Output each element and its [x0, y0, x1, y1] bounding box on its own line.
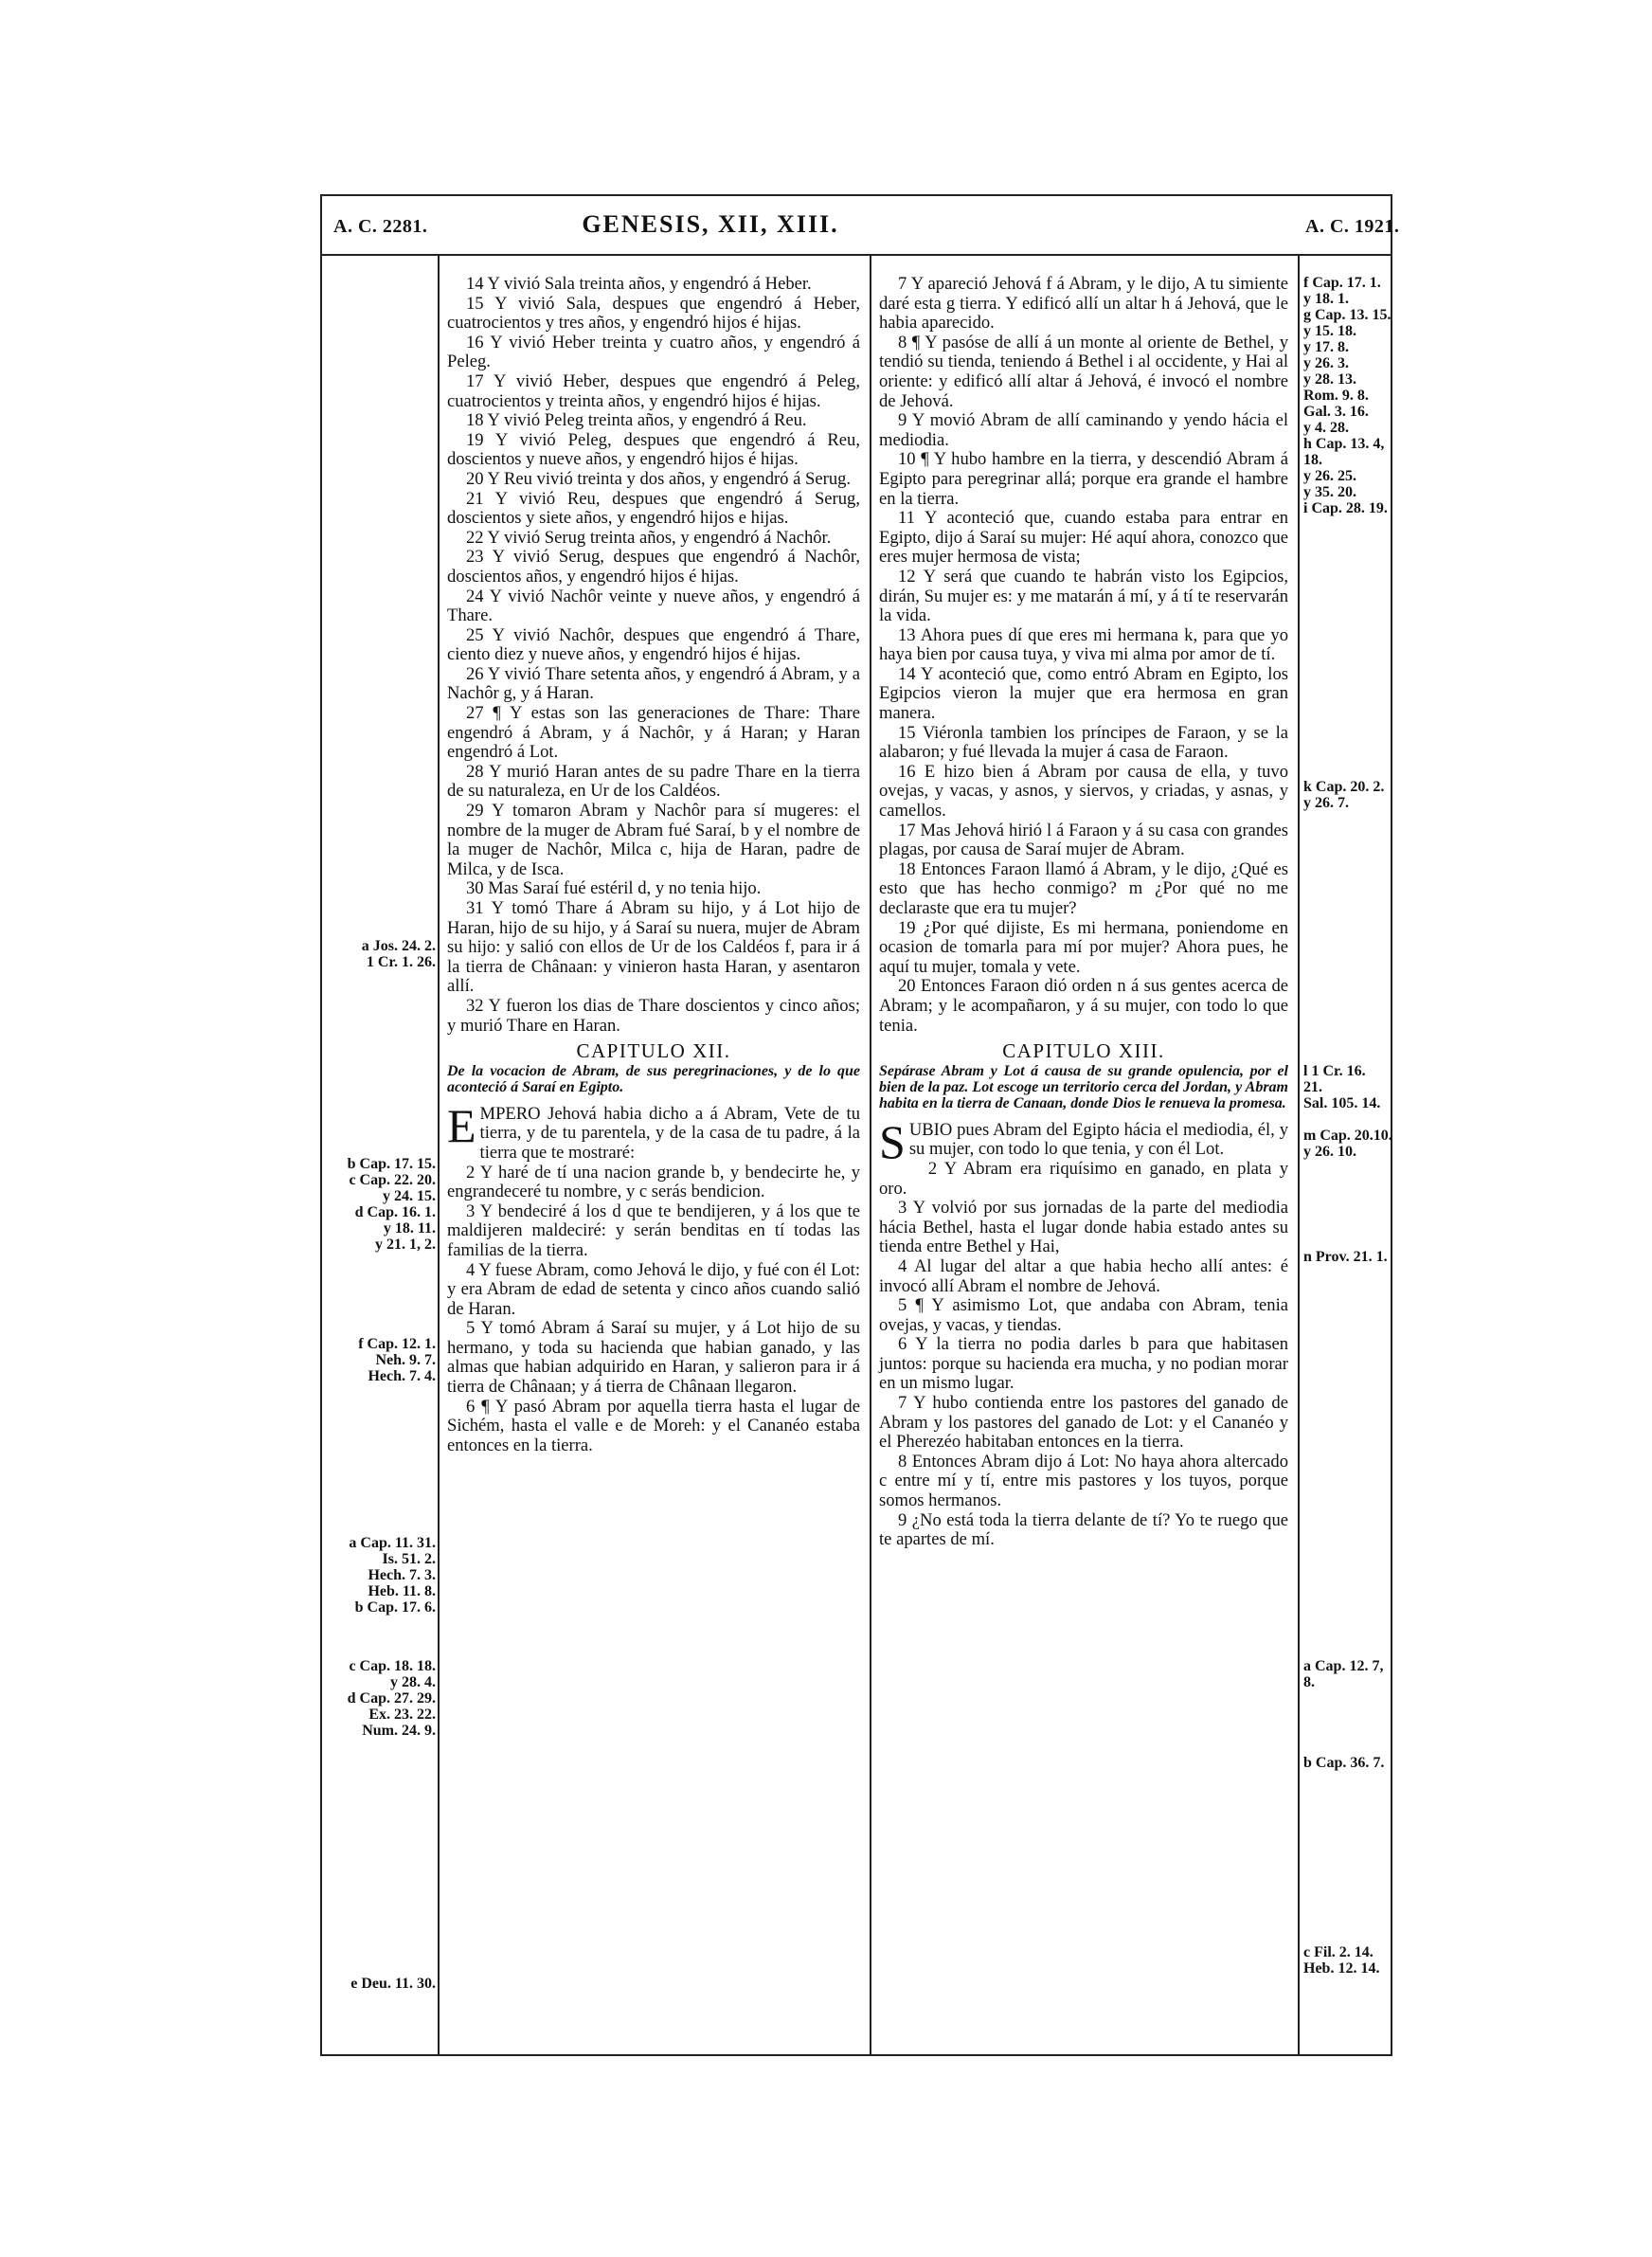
- verse: 8 Entonces Abram dijo á Lot: No haya ahora altercado c entre mí y tí, entre mis pastores y los tuyos, porque somos hermanos.: [879, 1451, 1288, 1511]
- verse-text: UBIO pues Abram del Egipto hácia el mediodia, él, y su mujer, con todo lo que tenia, y con él Lot.: [908, 1119, 1288, 1160]
- verse: 30 Mas Saraí fué estéril d, y no tenia hijo.: [466, 878, 762, 899]
- verse: 25 Y vivió Nachôr, despues que engendró á Thare, ciento diez y nueve años, y engendró hijos é hijas.: [447, 624, 860, 665]
- verse: 7 Y hubo contienda entre los pastores del ganado de Abram y los pastores del ganado de Lot: y el Cananéo y el Pherezéo habitaban entonces en la tierra.: [879, 1393, 1288, 1453]
- margin-ref: c Cap. 18. 18. y 28. 4. d Cap. 27. 29. Ex. 23. 22. Num. 24. 9.: [347, 1658, 436, 1739]
- verse: 5 ¶ Y asimismo Lot, que andaba con Abram, tenia ovejas, y vacas, y tiendas.: [879, 1295, 1288, 1335]
- verse: 14 Y aconteció que, como entró Abram en Egipto, los Egipcios vieron la mujer que era hermosa en gran manera.: [879, 663, 1288, 724]
- verse: 21 Y vivió Reu, despues que engendró á Serug, doscientos y siete años, y engendró hijos e hijas.: [447, 488, 860, 529]
- verse: 2 Y haré de tí una nacion grande b, y bendecirte he, y engrandeceré tu nombre, y c serás bendicion.: [447, 1162, 860, 1202]
- margin-ref: a Jos. 24. 2. 1 Cr. 1. 26.: [361, 938, 436, 970]
- verse: 17 Y vivió Heber, despues que engendró á Peleg, cuatrocientos y treinta años, y engendró hijos é hijas.: [447, 370, 860, 411]
- page-title: GENESIS, XII, XIII.: [582, 210, 839, 238]
- verse: 31 Y tomó Thare á Abram su hijo, y á Lot hijo de Haran, hijo de su hijo, y á Saraí su nuera, mujer de Abram su hijo: y salió con ellos de Ur de los Caldéos f, para ir á la tierra de Chânaan: y vinieron hasta Haran, y asentaron allí.: [447, 898, 860, 997]
- chapter-summary: De la vocacion de Abram, de sus peregrinaciones, y de lo que aconteció á Saraí en Egipto.: [447, 1062, 860, 1095]
- center-rule: [870, 254, 871, 2056]
- bottom-rule: [320, 2054, 1392, 2056]
- margin-ref: f Cap. 12. 1. Neh. 9. 7. Hech. 7. 4.: [358, 1336, 436, 1384]
- drop-cap: S: [879, 1114, 906, 1168]
- chapter-heading: CAPITULO XIII.: [1002, 1039, 1165, 1063]
- verse: 20 Y Reu vivió treinta y dos años, y engendró á Serug.: [466, 468, 852, 489]
- margin-ref: m Cap. 20.10. y 26. 10.: [1303, 1128, 1392, 1160]
- verse: 28 Y murió Haran antes de su padre Thare en la tierra de su naturaleza, en Ur de los Caldéos.: [447, 761, 860, 802]
- verse: 19 ¿Por qué dijiste, Es mi hermana, poniendome en ocasion de tomarla para mí por mujer? Ahora pues, he aquí tu mujer, tomala y vete.: [879, 917, 1288, 977]
- verse: 17 Mas Jehová hirió l á Faraon y á su casa con grandes plagas, por causa de Saraí mujer de Abram.: [879, 820, 1288, 860]
- verse: 18 Y vivió Peleg treinta años, y engendró á Reu.: [466, 410, 807, 431]
- verse: 6 ¶ Y pasó Abram por aquella tierra hasta el lugar de Sichém, hasta el valle e de Moreh: y el Cananéo estaba entonces en la tierra.: [447, 1396, 860, 1455]
- chapter-summary: Sepárase Abram y Lot á causa de su grande opulencia, por el bien de la paz. Lot escoge un territorio cerca del Jordan, y Abram habita en la tierra de Canaan, donde Dios le renueva la promesa.: [879, 1062, 1288, 1111]
- verse: 19 Y vivió Peleg, despues que engendró á Reu, doscientos y nueve años, y engendró hijos é hijas.: [447, 429, 860, 470]
- margin-ref: b Cap. 36. 7.: [1303, 1755, 1385, 1771]
- header-left-date: A. C. 2281.: [333, 216, 428, 237]
- top-rule: [320, 194, 1392, 196]
- verse: 15 Y vivió Sala, despues que engendró á Heber, cuatrocientos y tres años, y engendró hijos é hijas.: [447, 293, 860, 334]
- verse: [447, 1098, 860, 1164]
- header-right-date: A. C. 1921.: [1305, 216, 1400, 237]
- verse: 24 Y vivió Nachôr veinte y nueve años, y engendró á Thare.: [447, 586, 860, 626]
- verse: 3 Y volvió por sus jornadas de la parte del mediodia hácia Bethel, hasta el lugar donde habia estado antes su tienda entre Bethel y Hai,: [879, 1198, 1288, 1257]
- text-column-right: [879, 275, 1288, 1550]
- verse: 18 Entonces Faraon llamó á Abram, y le dijo, ¿Qué es esto que has hecho conmigo? m ¿Por qué no me declaraste que era tu mujer?: [879, 858, 1288, 918]
- verse: 5 Y tomó Abram á Saraí su mujer, y á Lot hijo de su hermano, y toda su hacienda que habian ganado, y las almas que habian adquirido en Haran, y salieron para ir á tierra de Chânaan; y á tierra de Chânaan llegaron.: [447, 1318, 860, 1398]
- margin-ref: f Cap. 17. 1. y 18. 1. g Cap. 13. 15. y 15. 18. y 17. 8. y 26. 3. y 28. 13. Rom. 9. 8. Gal. 3. 16. y 4. 28. h Cap. 13. 4, 18. y 26. 25. y 35. 20. i Cap. 28. 19.: [1303, 275, 1392, 516]
- margin-ref: a Cap. 12. 7, 8.: [1303, 1658, 1384, 1690]
- verse: 6 Y la tierra no podia darles b para que habitasen juntos: porque su hacienda era mucha, y no podian morar en un mismo lugar.: [879, 1334, 1288, 1394]
- verse: 27 ¶ Y estas son las generaciones de Thare: Thare engendró á Abram, y á Nachôr, y á Haran; y Haran engendró á Lot.: [447, 703, 860, 763]
- verse: 16 Y vivió Heber treinta y cuatro años, y engendró á Peleg.: [447, 332, 860, 372]
- verse: 12 Y será que cuando te habrán visto los Egipcios, dirán, Su mujer es: y me matarán á mí, y á tí te reservarán la vida.: [879, 566, 1288, 626]
- verse: 11 Y aconteció que, cuando estaba para entrar en Egipto, dijo á Saraí su mujer: Hé aquí ahora, conozco que eres mujer hermosa de vista;: [879, 508, 1288, 568]
- margin-ref: a Cap. 11. 31. Is. 51. 2. Hech. 7. 3. Heb. 11. 8. b Cap. 17. 6.: [349, 1535, 436, 1616]
- text-column-left: [447, 275, 860, 1455]
- header-bottom-rule: [320, 254, 1392, 256]
- margin-ref: k Cap. 20. 2. y 26. 7.: [1303, 779, 1385, 811]
- verse: 8 ¶ Y pasóse de allí á un monte al oriente de Bethel, y tendió su tienda, teniendo á Bethel i al occidente, y Hai al oriente: y edificó allí altar á Jehová, é invocó el nombre de Jehová.: [879, 332, 1288, 411]
- verse: 2 Y Abram era riquísimo en ganado, en plata y oro.: [879, 1158, 1288, 1199]
- verse: 13 Ahora pues dí que eres mi hermana k, para que yo haya bien por causa tuya, y viva mi alma por amor de tí.: [879, 624, 1288, 665]
- margin-ref: b Cap. 17. 15. c Cap. 22. 20. y 24. 15. d Cap. 16. 1. y 18. 11. y 21. 1, 2.: [347, 1156, 436, 1253]
- verse: 16 E hizo bien á Abram por causa de ella, y tuvo ovejas, y vacas, y asnos, y siervos, y criadas, y asnas, y camellos.: [879, 761, 1288, 822]
- right-margin-refs: [1303, 0, 1391, 2054]
- verse: 3 Y bendeciré á los d que te bendijeren, y á los que te maldijeren maldeciré: y serán benditas en tí todas las familias de la tierra.: [447, 1201, 860, 1260]
- verse: 9 Y movió Abram de allí caminando y yendo hácia el mediodia.: [879, 410, 1288, 450]
- verse: 32 Y fueron los dias de Thare doscientos y cinco años; y murió Thare en Haran.: [447, 995, 860, 1036]
- drop-cap: E: [447, 1098, 476, 1152]
- right-margin-rule: [1298, 254, 1300, 2056]
- verse: [879, 1114, 1288, 1168]
- margin-ref: c Fil. 2. 14. Heb. 12. 14.: [1303, 1944, 1380, 1977]
- margin-ref: e Deu. 11. 30.: [350, 1976, 436, 1992]
- verse: 29 Y tomaron Abram y Nachôr para sí mugeres: el nombre de la muger de Abram fué Saraí, b y el nombre de la muger de Nachôr, Milca c, hija de Haran, padre de Milca, y de Isca.: [447, 801, 860, 879]
- verse: 23 Y vivió Serug, despues que engendró á Nachôr, doscientos años, y engendró hijos é hijas.: [447, 547, 860, 587]
- verse: 14 Y vivió Sala treinta años, y engendró á Heber.: [466, 274, 812, 294]
- verse: 4 Al lugar del altar a que habia hecho allí antes: é invocó allí Abram el nombre de Jehová.: [879, 1255, 1288, 1296]
- verse: 26 Y vivió Thare setenta años, y engendró á Abram, y a Nachôr g, y á Haran.: [447, 663, 860, 704]
- verse: 9 ¿No está toda la tierra delante de tí? Yo te ruego que te apartes de mí.: [879, 1509, 1288, 1550]
- left-margin-refs: [322, 0, 436, 2054]
- verse: 4 Y fuese Abram, como Jehová le dijo, y fué con él Lot: y era Abram de edad de setenta y cinco años cuando salió de Haran.: [447, 1259, 860, 1319]
- verse: 22 Y vivió Serug treinta años, y engendró á Nachôr.: [466, 527, 832, 548]
- margin-ref: n Prov. 21. 1.: [1303, 1249, 1388, 1265]
- margin-ref: l 1 Cr. 16. 21. Sal. 105. 14.: [1303, 1063, 1381, 1111]
- verse: 20 Entonces Faraon dió orden n á sus gentes acerca de Abram; y le acompañaron, y á su mujer, con todo lo que tenia.: [879, 976, 1288, 1036]
- verse: 10 ¶ Y hubo hambre en la tierra, y descendió Abram á Egipto para peregrinar allá; porque era grande el hambre en la tierra.: [879, 449, 1288, 509]
- verse-text: MPERO Jehová habia dicho a á Abram, Vete de tu tierra, y de tu parentela, y de la casa de tu padre, á la tierra que te mostraré:: [479, 1103, 860, 1163]
- verse: 7 Y apareció Jehová f á Abram, y le dijo, A tu simiente daré esta g tierra. Y edificó allí un altar h á Jehová, que le habia aparecido.: [879, 274, 1288, 334]
- chapter-heading: CAPITULO XII.: [576, 1039, 731, 1063]
- verse: 15 Viéronla tambien los príncipes de Faraon, y se la alabaron; y fué llevada la mujer á casa de Faraon.: [879, 722, 1288, 763]
- left-margin-rule: [438, 254, 440, 2056]
